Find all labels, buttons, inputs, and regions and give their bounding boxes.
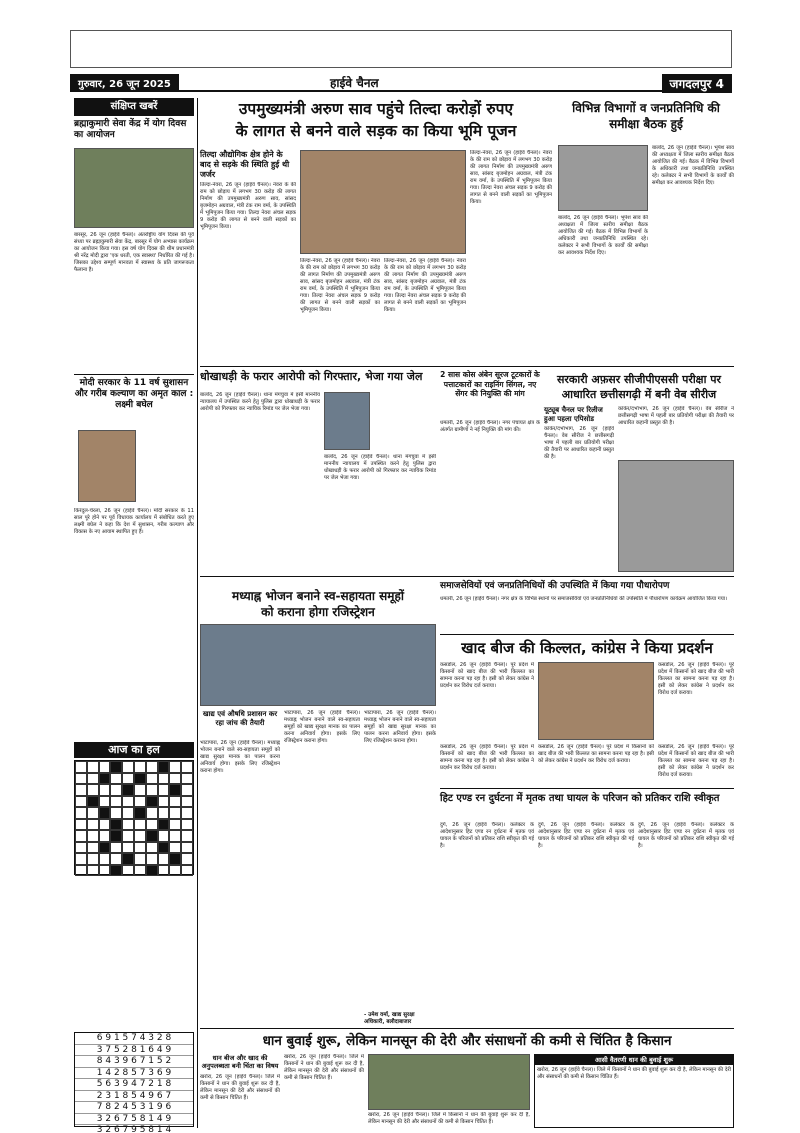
arrest-body-b: बालोद, 26 जून (हाईवे चैनल)। थाना मंगचुवा में इसी माननीय न्यायालय में उपस्थित करने हेतु पुलिस द्वारा धोखाधड़ी के फरार आरोपी को गिरफ्तार कर न्यायिक रिमांड पर जेल भेजा गया। [324,454,436,481]
divider [440,788,734,789]
crossword-cell [169,853,181,865]
crossword-cell [99,761,111,773]
bottom-box [534,1054,734,1128]
meal-headline [200,588,436,620]
crossword-cell [122,830,134,842]
crossword-cell [75,761,87,773]
seeds-body-e: कसडोल, 26 जून (हाईवे चैनल)। पूरे प्रदेश में किसानों को खाद बीज की भारी किल्लत का सामना करना पड़ रहा है। इसी को लेकर कांग्रेस ने प्रदर्शन कर विरोध दर्ज कराया। [658,744,734,778]
crossword-cell [99,796,111,808]
crossword-cell [122,784,134,796]
seeds-body-c: कसडोल, 26 जून (हाईवे चैनल)। पूरे प्रदेश में किसानों को खाद बीज की भारी किल्लत का सामना करना पड़ रहा है। इसी को लेकर कांग्रेस ने प्रदर्शन कर विरोध दर्ज कराया। [440,744,534,771]
crossword-cell [99,865,111,877]
sidebar-story2-title: मोदी सरकार के 11 वर्ष सुशासन और गरीब कल्याण का अमृत काल : लक्ष्मी बघेल [74,378,194,410]
plantation-headline: समाजसेवियों एवं जनप्रतिनिधियों की उपस्थिति में किया गया पौधारोपण [440,581,670,591]
crossword-cell [169,796,181,808]
seeds-photo [538,662,654,740]
crossword-cell [169,784,181,796]
meal-body-b: भाटापारा, 26 जून (हाईवे चैनल)। मध्याह्न भोजन बनाने वाले स्व-सहायता समूहों को खाद्य सुरक्षा मानक का पालन करना अनिवार्य होगा। इसके लिए रजिस्ट्रेशन कराना होगा। [284,710,360,744]
crossword-cell [122,853,134,865]
divider [440,634,734,635]
accident-body-c: दुर्ग, 26 जून (हाईवे चैनल)। कलेक्टर के आदेशानुसार हिट एण्ड रन दुर्घटना में मृतक एवं घायल के परिजनों को प्रतिकर राशि स्वीकृत की गई है। [638,822,734,849]
arrest-body-a: बालोद, 26 जून (हाईवे चैनल)। थाना मंगचुवा में इसी माननीय न्यायालय में उपस्थित करने हेतु पुलिस द्वारा धोखाधड़ी के फरार आरोपी को गिरफ्तार कर न्यायिक रिमांड पर जेल भेजा गया। [200,392,320,412]
meal-headline-line2: को कराना होगा रजिस्ट्रेशन [261,605,375,619]
crossword-cell [158,865,170,877]
masthead [70,74,732,92]
crossword-cell [181,773,193,785]
crossword-cell [134,784,146,796]
crossword-cell [134,830,146,842]
crossword-cell [158,830,170,842]
crossword-cell [146,865,158,877]
crossword-cell [75,807,87,819]
crossword-cell [158,773,170,785]
crossword-cell [134,842,146,854]
crossword-cell [146,853,158,865]
crossword-cell [181,807,193,819]
crossword-cell [169,865,181,877]
crossword-cell [181,796,193,808]
crossword-cell [134,773,146,785]
crossword-cell [181,865,193,877]
crossword-cell [87,865,99,877]
crossword-cell [75,853,87,865]
divider [200,1028,734,1029]
crossword-cell [99,784,111,796]
puzzle-label: आज का हल [74,742,194,758]
lead-body-col2: तिल्दा-नेवरा, 26 जून (हाईवे चैनल)। नेवरा के की राम को छोड़ाय में लगभग 30 करोड़ की लागत निर्माण की उपमुख्यमंत्री अरुण साव, सांसद बृजमोहन अग्रवाल, मंत्री टंक राम वर्मा, के उपस्थिति में भूमिपूजन किया गया। तिल्दा नेवरा अंचल सड़क 9 करोड़ की लागत से बनने वाली सड़कों का भूमिपूजन किया। [300,258,380,313]
seeds-body-a: कसडोल, 26 जून (हाईवे चैनल)। पूरे प्रदेश में किसानों को खाद बीज की भारी किल्लत का सामना करना पड़ रहा है। इसी को लेकर कांग्रेस ने प्रदर्शन कर विरोध दर्ज कराया। [440,662,534,689]
top-ad-box [70,30,732,68]
bottom-box-body: खरोरा, 26 जून (हाईवे चैनल)। जिले में किसानों ने धान की बुवाई शुरू कर दी है, लेकिन मानसून की देरी और संसाधनों की कमी से किसान चिंतित हैं। [537,1067,731,1080]
appointment-body: धमतरी, 26 जून (हाईवे चैनल)। नगर पंचायत क्षेत्र के अंतर्गत ग्रामीणों ने नई नियुक्ति की मांग की। [440,420,540,433]
crossword-cell [87,784,99,796]
crossword-cell [122,796,134,808]
crossword-cell [158,807,170,819]
crossword-cell [181,853,193,865]
crossword-cell [181,842,193,854]
arrest-photo [324,392,370,450]
crossword-cell [87,842,99,854]
bottom-box-title: आसी वैतरणी धान की बुवाई शुरू [535,1055,733,1065]
column-divider [197,98,198,1128]
sudoku-row: 3 2 6 7 5 8 1 4 9 [75,1114,193,1126]
crossword-cell [75,796,87,808]
meal-photo [200,624,436,706]
sudoku-grid [74,1032,194,1133]
accident-body-b: दुर्ग, 26 जून (हाईवे चैनल)। कलेक्टर के आदेशानुसार हिट एण्ड रन दुर्घटना में मृतक एवं घायल के परिजनों को प्रतिकर राशि स्वीकृत की गई है। [538,822,634,849]
crossword-cell [158,784,170,796]
issue-date: गुरुवार, 26 जून 2025 [70,74,179,92]
crossword-cell [75,830,87,842]
sudoku-row: 3 7 5 2 8 1 6 4 9 [75,1045,193,1057]
sudoku-row: 7 8 2 4 5 3 1 9 6 [75,1102,193,1114]
meal-headline-line1: मध्याह्न भोजन बनाने स्व-सहायता समूहों [232,589,404,603]
crossword-cell [75,773,87,785]
crossword-cell [169,761,181,773]
crossword-cell [87,819,99,831]
crossword-cell [87,773,99,785]
crossword-cell [134,796,146,808]
bottom-photo [368,1054,530,1110]
lead-headline [200,98,552,142]
lead-headline-line1: उपमुख्यमंत्री अरुण साव पहुंचे तिल्दा करोड़ों रुपए [238,100,514,118]
divider [200,576,734,577]
crossword-cell [110,819,122,831]
crossword-cell [169,830,181,842]
crossword-cell [169,773,181,785]
seeds-headline: खाद बीज की किल्लत, कांग्रेस ने किया प्रदर्शन [461,639,713,657]
crossword-cell [181,784,193,796]
crossword-cell [181,819,193,831]
crossword-cell [99,819,111,831]
crossword-cell [134,865,146,877]
right-top-body-b: बालोद, 26 जून (हाईवे चैनल)। भूपेश साव की अध्यक्षता में जिला स्तरीय समीक्षा बैठक आयोजित की गई। बैठक में विभिन्न विभागों के अधिकारी तथा जनप्रतिनिधि उपस्थित रहे। कलेक्टर ने सभी विभागों के कार्यों की समीक्षा कर आवश्यक निर्देश दिए। [558,215,648,256]
crossword-cell [110,784,122,796]
lead-headline-line2: के लागत से बनने वाले सड़क का किया भूमि पूजन [235,122,517,140]
crossword-cell [169,842,181,854]
sidebar-story1-body: बारसूर, 26 जून (हाईवे चैनल)। अंतर्राष्ट्रीय योग दिवस की पूर्व संध्या पर ब्रह्माकुमारी सेवा केंद्र, बारसूर में योग अभ्यास कार्यक्रम का आयोजन किया गया। इस वर्ष योग दिवस की थीम प्रधानमंत्री श्री नरेंद्र मोदी द्वारा 'एक धरती, एक स्वास्थ्य' निर्धारित की गई है। जिसका उद्देश्य सम्पूर्ण मानवता में स्वास्थ्य के प्रति जागरूकता फैलाना है। [74,232,194,273]
crossword-cell [158,853,170,865]
divider [200,366,734,367]
crossword-cell [158,842,170,854]
sidebar-story1-photo [74,148,194,228]
webseries-sub-headline: यूट्यूब चैनल पर रिलीज हुआ पहला एपिसोड [544,406,603,423]
sudoku-row: 8 4 3 9 6 7 1 5 2 [75,1056,193,1068]
accident-headline: हिट एण्ड रन दुर्घटना में मृतक तथा घायल के परिजन को प्रतिकर राशि स्वीकृत [440,793,720,804]
crossword-cell [110,853,122,865]
sudoku-row: 6 9 1 5 7 4 3 2 8 [75,1033,193,1045]
crossword-cell [87,807,99,819]
meal-sub-headline: खाद्य एवं औषधि प्रशासन कर रहा जांच की तैयारी [202,710,278,727]
crossword-cell [110,796,122,808]
crossword-cell [146,773,158,785]
arrest-headline: धोखाधड़ी के फरार आरोपी को गिरफ्तार, भेजा गया जेल [200,370,423,383]
crossword-cell [169,807,181,819]
crossword-cell [146,807,158,819]
right-top-headline: विभिन्न विभागों व जनप्रतिनिधि की समीक्षा बैठक हुई [572,101,720,131]
bottom-sub-headline: धान बीज और खाद की अनुपलब्धता बनी चिंता का विषय [201,1054,279,1070]
crossword-cell [122,773,134,785]
crossword-cell [181,830,193,842]
crossword-cell [75,842,87,854]
webseries-photo [618,460,734,572]
crossword-cell [122,761,134,773]
crossword-cell [87,830,99,842]
crossword-cell [110,830,122,842]
sudoku-row: 5 6 3 9 4 7 2 1 8 [75,1079,193,1091]
crossword-cell [146,842,158,854]
bottom-headline: धान बुवाई शुरू, लेकिन मानसून की देरी और संसाधनों की कमी से चिंतित है किसान [262,1033,672,1049]
crossword-cell [87,853,99,865]
crossword-cell [158,761,170,773]
crossword-cell [146,784,158,796]
crossword-cell [110,807,122,819]
bottom-body-a: खरोरा, 26 जून (हाईवे चैनल)। जिले में किसानों ने धान की बुवाई शुरू कर दी है, लेकिन मानसून की देरी और संसाधनों की कमी से किसान चिंतित हैं। [200,1074,280,1101]
seeds-body-b: कसडोल, 26 जून (हाईवे चैनल)। पूरे प्रदेश में किसानों को खाद बीज की भारी किल्लत का सामना करना पड़ रहा है। इसी को लेकर कांग्रेस ने प्रदर्शन कर विरोध दर्ज कराया। [658,662,734,696]
sidebar-story2-photo [78,430,136,502]
plantation-body: धमतरी, 26 जून (हाईवे चैनल)। नगर क्षेत्र के विभिन्न स्थानों पर समाजसेवियों एवं जनप्रतिनिधियों की उपस्थिति में पौधारोपण कार्यक्रम आयोजित किया गया। [440,596,728,602]
crossword-cell [122,842,134,854]
webseries-body-b: कांकेर/दर्भाभाग, 26 जून (हाईवे चैनल)। वेब सीरीज ने छत्तीसगढ़ी भाषा में पहली बार प्रतियोगी परीक्षा की तैयारी पर आधारित कहानी प्रस्तुत की है। [618,406,734,426]
crossword-cell [134,819,146,831]
crossword-cell [146,830,158,842]
crossword-cell [169,819,181,831]
sudoku-row: 1 4 2 8 5 7 3 6 9 [75,1068,193,1080]
lead-photo [300,150,466,254]
bottom-body-b: खरोरा, 26 जून (हाईवे चैनल)। जिले में किसानों ने धान की बुवाई शुरू कर दी है, लेकिन मानसून की देरी और संसाधनों की कमी से किसान चिंतित हैं। [284,1054,364,1081]
crossword-cell [75,784,87,796]
edition-city: जगदलपुर 4 [662,74,732,93]
lead-body-col4: तिल्दा-नेवरा, 26 जून (हाईवे चैनल)। नेवरा के की राम को छोड़ाय में लगभग 30 करोड़ की लागत निर्माण की उपमुख्यमंत्री अरुण साव, सांसद बृजमोहन अग्रवाल, मंत्री टंक राम वर्मा, के उपस्थिति में भूमिपूजन किया गया। तिल्दा नेवरा अंचल सड़क 9 करोड़ की लागत से बनने वाली सड़कों का भूमिपूजन किया। [470,150,552,205]
sidebar-story2-body: किरंदुल-चेरला, 26 जून (हाईवे चैनल)। मोदी सरकार के 11 साल पूरे होने पर पूर्व विधायक कार्यालय में संबोधित करते हुए लक्ष्मी बघेल ने कहा कि देश में सुशासन, गरीब कल्याण और विकास के नए आयाम स्थापित हुए हैं। [74,508,194,535]
crossword-cell [181,761,193,773]
crossword-cell [99,830,111,842]
crossword-cell [75,865,87,877]
crossword-cell [122,865,134,877]
crossword-cell [110,865,122,877]
right-top-photo [558,145,648,211]
right-top-body-a: बालोद, 26 जून (हाईवे चैनल)। भूपेश साव की अध्यक्षता में जिला स्तरीय समीक्षा बैठक आयोजित की गई। बैठक में विभिन्न विभागों के अधिकारी तथा जनप्रतिनिधि उपस्थित रहे। कलेक्टर ने सभी विभागों के कार्यों की समीक्षा कर आवश्यक निर्देश दिए। [652,145,734,186]
lead-body-col1: तिल्दा-नेवरा, 26 जून (हाईवे चैनल)। नेवरा के की राम को छोड़ाय में लगभग 30 करोड़ की लागत निर्माण की उपमुख्यमंत्री अरुण साव, सांसद बृजमोहन अग्रवाल, मंत्री टंक राम वर्मा, के उपस्थिति में भूमिपूजन किया गया। तिल्दा नेवरा अंचल सड़क 9 करोड़ की लागत से बनने वाली सड़कों का भूमिपूजन किया। [200,182,296,230]
crossword-cell [110,761,122,773]
divider [74,374,194,375]
meal-footer: - उमेश वर्मा, खाद्य सुरक्षा अधिकारी, बलौदाबाजार [364,1012,415,1025]
crossword-cell [146,796,158,808]
paper-name: हाईवे चैनल [330,76,379,90]
crossword-cell [110,842,122,854]
webseries-headline-line2: आधारित छत्तीसगढ़ी में बनी वेब सीरीज [561,388,717,401]
appointment-headline: 2 सास कोस अंबेन सूरज टूटकारों के पत्ताटकारों का राइनिंग सिंगल, नए सेंगर की नियुक्ति की मांग [440,370,540,398]
seeds-body-d: कसडोल, 26 जून (हाईवे चैनल)। पूरे प्रदेश में किसानों को खाद बीज की भारी किल्लत का सामना करना पड़ रहा है। इसी को लेकर कांग्रेस ने प्रदर्शन कर विरोध दर्ज कराया। [538,744,654,764]
crossword-cell [134,853,146,865]
crossword-cell [122,819,134,831]
sudoku-row: 3 2 6 7 9 5 8 1 4 [96,1125,172,1133]
crossword-cell [158,796,170,808]
crossword-cell [99,842,111,854]
crossword-cell [99,853,111,865]
crossword-cell [87,796,99,808]
crossword-cell [146,819,158,831]
crossword-cell [146,761,158,773]
sudoku-row: 2 3 1 8 5 4 9 6 7 [75,1091,193,1103]
crossword-grid [74,760,194,875]
sidebar-story1-title: ब्रह्माकुमारी सेवा केंद्र में योग दिवस का आयोजन [74,119,187,140]
crossword-cell [75,819,87,831]
webseries-headline-line1: सरकारी अफ़सर सीजीपीएससी परीक्षा पर [557,373,721,386]
meal-body-a: भाटापारा, 26 जून (हाईवे चैनल)। मध्याह्न भोजन बनाने वाले स्व-सहायता समूहों को खाद्य सुरक्षा मानक का पालन करना अनिवार्य होगा। इसके लिए रजिस्ट्रेशन कराना होगा। [200,740,280,774]
lead-sub-headline: तिल्दा औद्योगिक क्षेत्र होने के बाद से सड़के की स्थिति हुई थी जर्जर [200,150,290,179]
crossword-cell [122,807,134,819]
sidebar-section-label: संक्षिप्त खबरें [74,98,194,116]
crossword-cell [99,807,111,819]
accident-body-a: दुर्ग, 26 जून (हाईवे चैनल)। कलेक्टर के आदेशानुसार हिट एण्ड रन दुर्घटना में मृतक एवं घायल के परिजनों को प्रतिकर राशि स्वीकृत की गई है। [440,822,534,849]
crossword-cell [87,761,99,773]
crossword-cell [134,761,146,773]
webseries-body-a: कांकेर/दर्भाभाग, 26 जून (हाईवे चैनल)। वेब सीरीज ने छत्तीसगढ़ी भाषा में पहली बार प्रतियोगी परीक्षा की तैयारी पर आधारित कहानी प्रस्तुत की है। [544,426,614,460]
crossword-cell [134,807,146,819]
webseries-headline [544,372,734,402]
meal-body-c: भाटापारा, 26 जून (हाईवे चैनल)। मध्याह्न भोजन बनाने वाले स्व-सहायता समूहों को खाद्य सुरक्षा मानक का पालन करना अनिवार्य होगा। इसके लिए रजिस्ट्रेशन कराना होगा। [364,710,436,744]
crossword-cell [158,819,170,831]
crossword-cell [99,773,111,785]
bottom-body-c: खरोरा, 26 जून (हाईवे चैनल)। जिले में किसानों ने धान की बुवाई शुरू कर दी है, लेकिन मानसून की देरी और संसाधनों की कमी से किसान चिंतित हैं। [368,1112,530,1125]
crossword-cell [110,773,122,785]
lead-body-col3: तिल्दा-नेवरा, 26 जून (हाईवे चैनल)। नेवरा के की राम को छोड़ाय में लगभग 30 करोड़ की लागत निर्माण की उपमुख्यमंत्री अरुण साव, सांसद बृजमोहन अग्रवाल, मंत्री टंक राम वर्मा, के उपस्थिति में भूमिपूजन किया गया। तिल्दा नेवरा अंचल सड़क 9 करोड़ की लागत से बनने वाली सड़कों का भूमिपूजन किया। [384,258,466,313]
